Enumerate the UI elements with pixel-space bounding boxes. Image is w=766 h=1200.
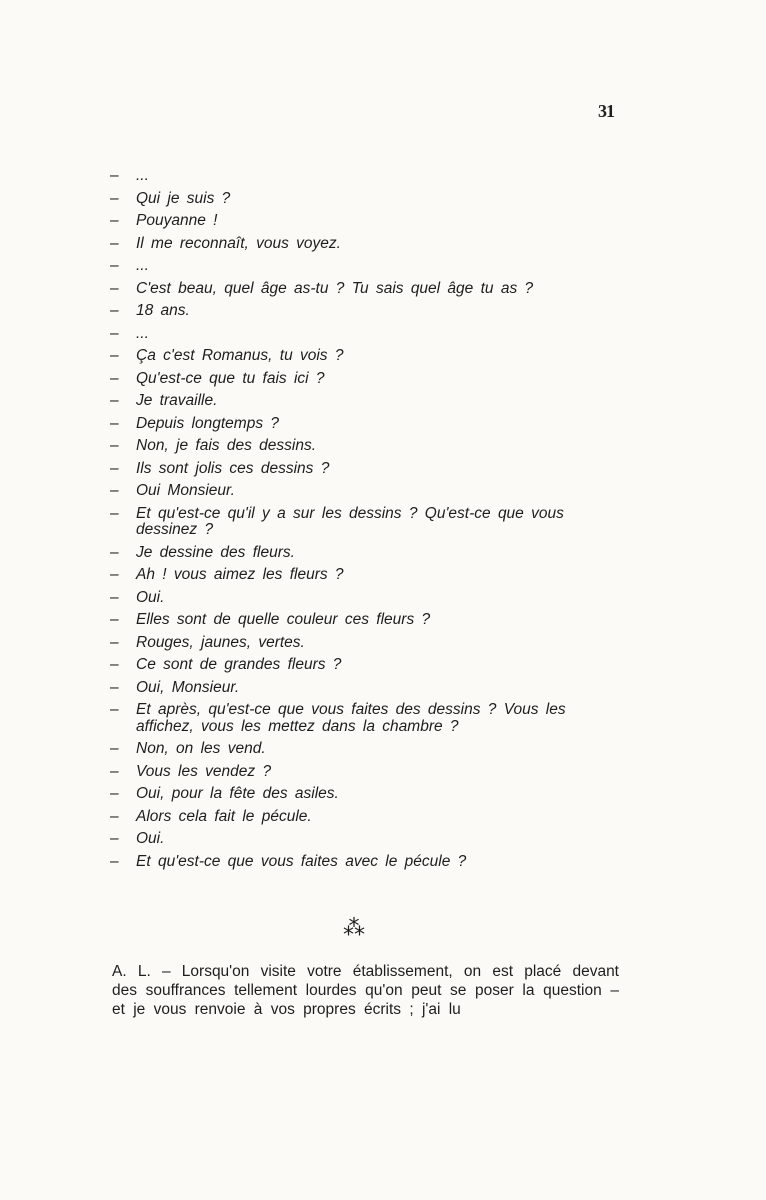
dialogue-text: Non, on les vend. (136, 740, 266, 757)
dialogue-text: Oui Monsieur. (136, 482, 235, 499)
dialogue-dash: – (110, 279, 119, 297)
dialogue-text: ... (136, 324, 149, 342)
dialogue-line (110, 609, 625, 632)
dialogue-line (110, 783, 625, 806)
dialogue-dash: – (110, 785, 119, 802)
dialogue-text: Et qu'est-ce que vous faites avec le pécule ? (136, 852, 467, 870)
dialogue-line (110, 654, 625, 677)
dialogue-dash: – (110, 414, 119, 432)
dialogue-text: Oui. (136, 830, 165, 847)
dialogue-dash: – (110, 392, 119, 409)
dialogue-dash: – (110, 830, 119, 847)
dialogue-line (110, 188, 625, 211)
dialogue-line (110, 435, 625, 458)
dialogue-line (110, 368, 625, 391)
dialogue-text: Ah ! vous aimez les fleurs ? (136, 566, 344, 583)
dialogue-dash: – (110, 566, 119, 583)
dialogue-text: Et qu'est-ce qu'il y a sur les dessins ? Qu'est-ce que vous dessinez ? (136, 504, 564, 538)
dialogue-line (110, 564, 625, 587)
dialogue-line (110, 413, 625, 436)
dialogue-dash: – (110, 656, 119, 673)
dialogue-line (110, 632, 625, 655)
dialogue-line (110, 677, 625, 700)
dialogue-text: Oui, pour la fête des asiles. (136, 785, 339, 802)
dialogue-dash: – (110, 324, 119, 342)
dialogue-text: Elles sont de quelle couleur ces fleurs ? (136, 611, 431, 628)
dialogue-dash: – (110, 543, 119, 561)
dialogue-dash: – (110, 212, 119, 229)
dialogue-text: Et après, qu'est-ce que vous faites des dessins ? Vous les affichez, vous les mettez dans la chambre ? (136, 701, 566, 735)
dialogue-dash: – (110, 257, 119, 274)
dialogue-dash: – (110, 588, 119, 606)
dialogue-text: Non, je fais des dessins. (136, 437, 317, 454)
dialogue-dash: – (110, 762, 119, 780)
dialogue-line (110, 761, 625, 784)
dialogue-text: Oui, Monsieur. (136, 678, 240, 696)
dialogue-dash: – (110, 611, 119, 628)
dialogue-dash: – (110, 701, 119, 718)
dialogue-line (110, 851, 625, 874)
dialogue-dash: – (110, 504, 119, 522)
dialogue-text: Qu'est-ce que tu fais ici ? (136, 369, 325, 387)
dialogue-line (110, 480, 625, 503)
dialogue-line (110, 165, 625, 188)
dialogue-list (110, 165, 625, 873)
dialogue-line (110, 233, 625, 256)
dialogue-text: C'est beau, quel âge as-tu ? Tu sais quel âge tu as ? (136, 279, 534, 297)
dialogue-dash: – (110, 633, 119, 651)
dialogue-line (110, 542, 625, 565)
dialogue-line (110, 210, 625, 233)
dialogue-text: 18 ans. (136, 302, 190, 319)
dialogue-text: Il me reconnaît, vous voyez. (136, 234, 341, 252)
page-number: 31 (598, 101, 614, 121)
dialogue-text: Qui je suis ? (136, 189, 231, 207)
dialogue-line (110, 806, 625, 829)
dialogue-line (110, 278, 625, 301)
dialogue-text: Rouges, jaunes, vertes. (136, 633, 305, 651)
dialogue-dash: – (110, 740, 119, 757)
dialogue-text: Ils sont jolis ces dessins ? (136, 459, 330, 477)
dialogue-dash: – (110, 189, 119, 207)
dialogue-line (110, 345, 625, 368)
dialogue-text: Pouyanne ! (136, 212, 218, 229)
dialogue-line (110, 323, 625, 346)
dialogue-text: Alors cela fait le pécule. (136, 807, 312, 825)
dialogue-line (110, 738, 625, 761)
dialogue-dash: – (110, 347, 119, 364)
dialogue-line (110, 300, 625, 323)
dialogue-text: Ça c'est Romanus, tu vois ? (136, 347, 344, 364)
dialogue-line (110, 255, 625, 278)
dialogue-dash: – (110, 234, 119, 252)
dialogue-dash: – (110, 302, 119, 319)
dialogue-dash: – (110, 459, 119, 477)
dialogue-text: ... (136, 167, 149, 184)
dialogue-text: Depuis longtemps ? (136, 414, 279, 432)
dialogue-dash: – (110, 807, 119, 825)
dialogue-text: ... (136, 257, 149, 274)
dialogue-line (110, 503, 625, 542)
dialogue-line (110, 587, 625, 610)
dialogue-text: Oui. (136, 588, 165, 606)
dialogue-text: Ce sont de grandes fleurs ? (136, 656, 342, 673)
dialogue-text: Vous les vendez ? (136, 762, 272, 780)
dialogue-dash: – (110, 437, 119, 454)
dialogue-text: Je travaille. (136, 392, 218, 409)
dialogue-text: Je dessine des fleurs. (136, 543, 295, 561)
dialogue-line (110, 390, 625, 413)
dialogue-line (110, 458, 625, 481)
dialogue-dash: – (110, 369, 119, 387)
dialogue-line (110, 828, 625, 851)
dialogue-dash: – (110, 678, 119, 696)
dialogue-dash: – (110, 852, 119, 870)
dialogue-line (110, 699, 625, 738)
body-paragraph: A. L. – Lorsqu'on visite votre établissement, on est placé devant des souffrances tellement lourdes qu'on peut se poser la question – et je vous renvoie à vos propres écrits ; j'ai lu (112, 963, 619, 1018)
section-separator: ⁂ (343, 916, 365, 941)
dialogue-dash: – (110, 482, 119, 499)
dialogue-dash: – (110, 167, 119, 184)
